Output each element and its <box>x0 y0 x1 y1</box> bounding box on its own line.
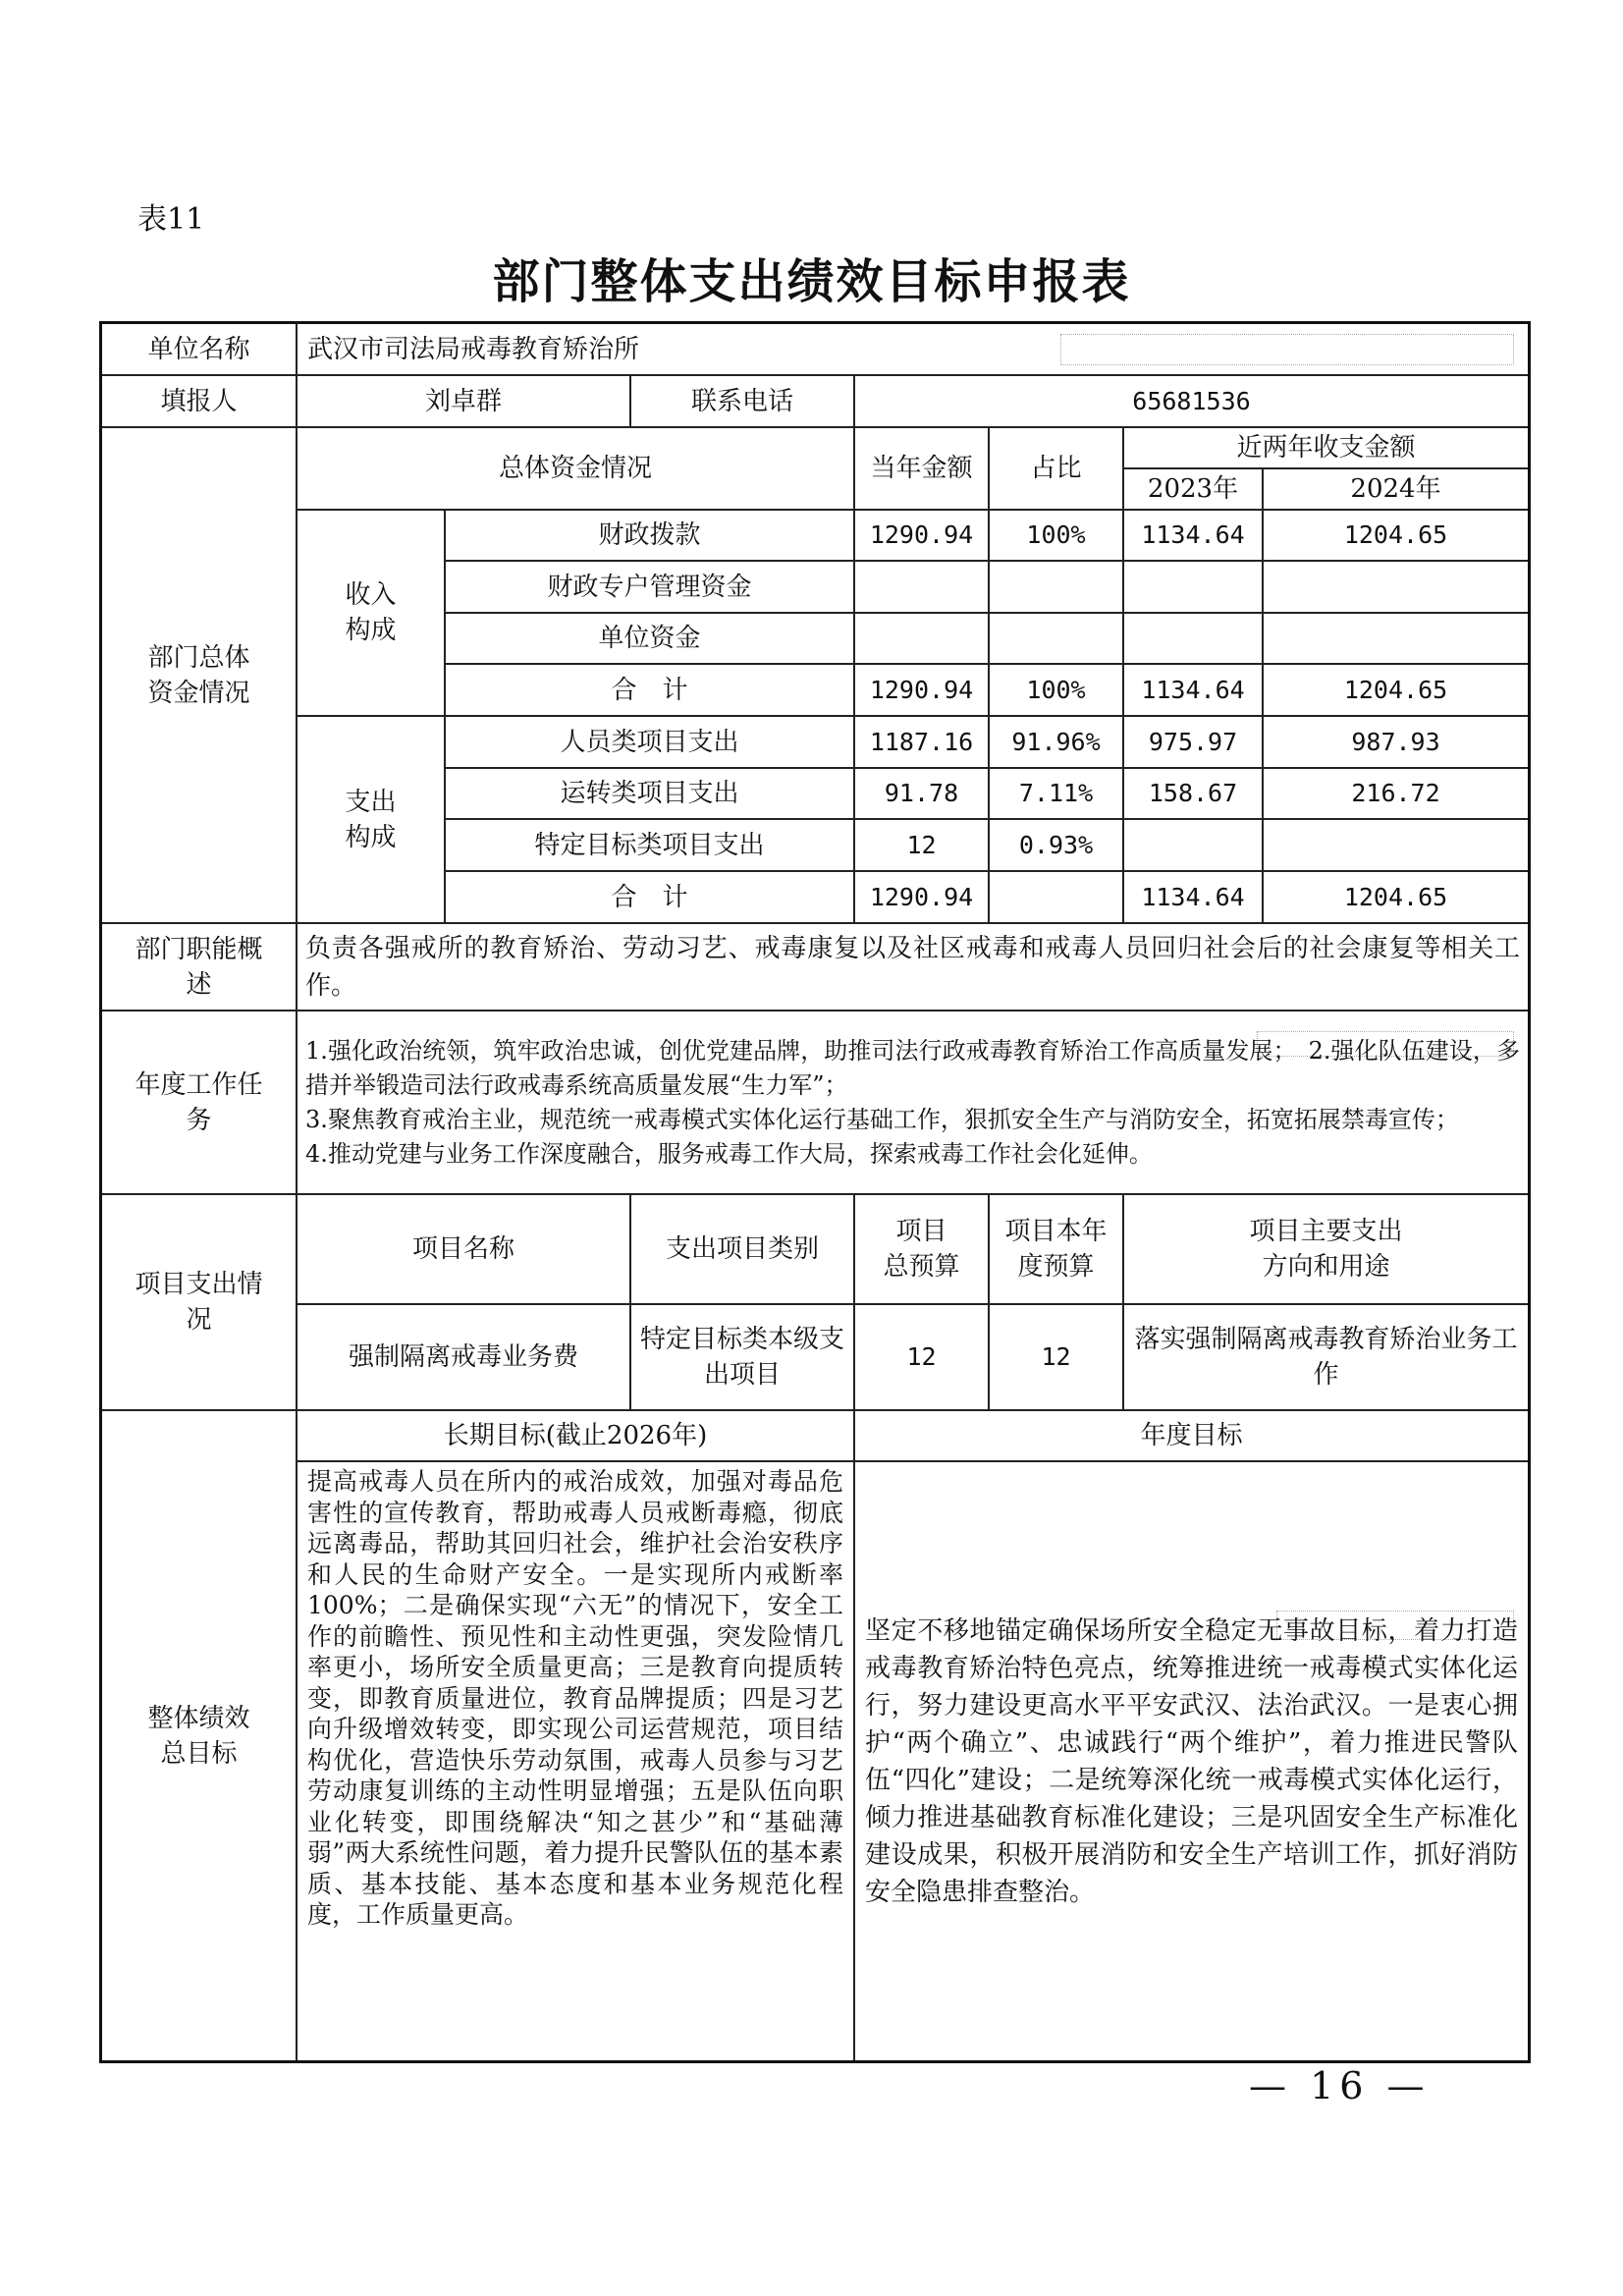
income-group-label: 收入 构成 <box>298 511 446 717</box>
annual-goal-header: 年度目标 <box>855 1411 1528 1462</box>
annual-tasks-label: 年度工作任 务 <box>102 1011 298 1195</box>
unit-name-value: 武汉市司法局戒毒教育矫治所 <box>298 324 1528 376</box>
expense-row-2023: 975.97 <box>1124 717 1264 769</box>
project-total-budget: 12 <box>855 1305 990 1411</box>
income-row-2023 <box>1124 562 1264 614</box>
long-term-goal-cell <box>298 1462 855 2060</box>
expense-row-ratio: 91.96% <box>990 717 1124 769</box>
expense-row-amount: 1187.16 <box>855 717 990 769</box>
phone-value: 65681536 <box>855 376 1528 428</box>
page-number: — 16 — <box>1249 2064 1431 2107</box>
filler-label: 填报人 <box>102 376 298 428</box>
expense-total-amount: 1290.94 <box>855 872 990 924</box>
year-2023-header: 2023年 <box>1124 469 1264 511</box>
expense-row-ratio: 0.93% <box>990 820 1124 872</box>
project-purpose-header: 项目主要支出 方向和用途 <box>1124 1195 1528 1305</box>
project-annual-budget: 12 <box>990 1305 1124 1411</box>
year-2024-header: 2024年 <box>1264 469 1528 511</box>
unit-name-label: 单位名称 <box>102 324 298 376</box>
income-row-name: 财政拨款 <box>446 511 855 562</box>
income-row-amount: 1290.94 <box>855 511 990 562</box>
ratio-header: 占比 <box>990 428 1124 511</box>
income-row-amount <box>855 562 990 614</box>
performance-target-table <box>99 321 1531 2063</box>
income-row-ratio: 100% <box>990 511 1124 562</box>
income-row-2024: 1204.65 <box>1264 511 1528 562</box>
income-row-amount <box>855 614 990 665</box>
expense-row-2024: 987.93 <box>1264 717 1528 769</box>
annual-tasks-cell <box>298 1011 1528 1195</box>
income-total-name: 合 计 <box>446 665 855 717</box>
overall-funds-header: 总体资金情况 <box>298 428 855 511</box>
long-term-goal-text: 提高戒毒人员在所内的戒治成效，加强对毒品危害性的宣传教育，帮助戒毒人员戒断毒瘾，彻底远离毒品，帮助其回归社会，维护社会治安秩序和人民的生命财产安全。一是实现所内戒断率100%；二是确保实现“六无”的情况下，安全工作的前瞻性、预见性和主动性更强，突发险情几率更小，场所安全质量更高；三是教育向提质转变，即教育质量进位，教育品牌提质；四是习艺向升级增效转变，即实现公司运营规范，项目结构优化，营造快乐劳动氛围，戒毒人员参与习艺劳动康复训练的主动性明显增强；五是队伍向职业化转变，即围绕解决“知之甚少”和“基础薄弱”两大系统性问题，着力提升民警队伍的基本素质、基本技能、基本态度和基本业务规范化程度，工作质量更高。 <box>307 1467 843 1929</box>
project-category-header: 支出项目类别 <box>631 1195 855 1305</box>
function-overview-label: 部门职能概 述 <box>102 924 298 1011</box>
expense-total-name: 合 计 <box>446 872 855 924</box>
expense-row-2024 <box>1264 820 1528 872</box>
annual-tasks-text: 1.强化政治统领，筑牢政治忠诚，创优党建品牌，助推司法行政戒毒教育矫治工作高质量发展； 2.强化队伍建设，多措并举锻造司法行政戒毒系统高质量发展“生力军”； 3.聚焦教育戒治主业，规范统一戒毒模式实体化运行基础工作，狠抓安全生产与消防安全，拓宽拓展禁毒宣传； 4.推动党建与业务工作深度融合，服务戒毒工作大局，探索戒毒工作社会化延伸。 <box>305 1036 1520 1168</box>
phone-label: 联系电话 <box>631 376 855 428</box>
income-row-2023 <box>1124 614 1264 665</box>
annual-goal-cell <box>855 1462 1528 2060</box>
income-row-name: 财政专户管理资金 <box>446 562 855 614</box>
function-overview-cell <box>298 924 1528 1011</box>
expense-row-name: 特定目标类项目支出 <box>446 820 855 872</box>
income-row-2024 <box>1264 562 1528 614</box>
expense-row-2023: 158.67 <box>1124 769 1264 820</box>
overall-goals-label: 整体绩效 总目标 <box>102 1411 298 2060</box>
income-total-2024: 1204.65 <box>1264 665 1528 717</box>
project-purpose: 落实强制隔离戒毒教育矫治业务工作 <box>1124 1305 1528 1411</box>
expense-row-amount: 91.78 <box>855 769 990 820</box>
expense-total-2024: 1204.65 <box>1264 872 1528 924</box>
project-total-budget-header: 项目 总预算 <box>855 1195 990 1305</box>
function-overview-text: 负责各强戒所的教育矫治、劳动习艺、戒毒康复以及社区戒毒和戒毒人员回归社会后的社会康复等相关工作。 <box>305 933 1520 1001</box>
expense-row-amount: 12 <box>855 820 990 872</box>
project-category: 特定目标类本级支出项目 <box>631 1305 855 1411</box>
income-total-ratio: 100% <box>990 665 1124 717</box>
income-row-name: 单位资金 <box>446 614 855 665</box>
income-row-2023: 1134.64 <box>1124 511 1264 562</box>
project-name-header: 项目名称 <box>298 1195 631 1305</box>
funds-section-label: 部门总体 资金情况 <box>102 428 298 924</box>
expense-group-label: 支出 构成 <box>298 717 446 924</box>
long-term-goal-header: 长期目标(截止2026年) <box>298 1411 855 1462</box>
project-annual-budget-header: 项目本年 度预算 <box>990 1195 1124 1305</box>
expense-total-2023: 1134.64 <box>1124 872 1264 924</box>
recent-years-header: 近两年收支金额 <box>1124 428 1528 469</box>
document-title: 部门整体支出绩效目标申报表 <box>492 254 1131 309</box>
table-number-label: 表11 <box>137 202 205 237</box>
expense-row-ratio: 7.11% <box>990 769 1124 820</box>
project-expenditure-label: 项目支出情 况 <box>102 1195 298 1411</box>
expense-row-2023 <box>1124 820 1264 872</box>
income-row-ratio <box>990 614 1124 665</box>
annual-goal-text: 坚定不移地锚定确保场所安全稳定无事故目标，着力打造戒毒教育矫治特色亮点，统筹推进统一戒毒模式实体化运行，努力建设更高水平平安武汉、法治武汉。一是衷心拥护“两个确立”、忠诚践行“两个维护”，着力推进民警队伍“四化”建设；二是统筹深化统一戒毒模式实体化运行，倾力推进基础教育标准化建设；三是巩固安全生产标准化建设成果，积极开展消防和安全生产培训工作，抓好消防安全隐患排查整治。 <box>865 1615 1518 1907</box>
expense-row-name: 人员类项目支出 <box>446 717 855 769</box>
expense-row-name: 运转类项目支出 <box>446 769 855 820</box>
income-row-2024 <box>1264 614 1528 665</box>
expense-row-2024: 216.72 <box>1264 769 1528 820</box>
income-total-2023: 1134.64 <box>1124 665 1264 717</box>
current-amount-header: 当年金额 <box>855 428 990 511</box>
filler-value: 刘卓群 <box>298 376 631 428</box>
income-total-amount: 1290.94 <box>855 665 990 717</box>
income-row-ratio <box>990 562 1124 614</box>
expense-total-ratio <box>990 872 1124 924</box>
project-name: 强制隔离戒毒业务费 <box>298 1305 631 1411</box>
